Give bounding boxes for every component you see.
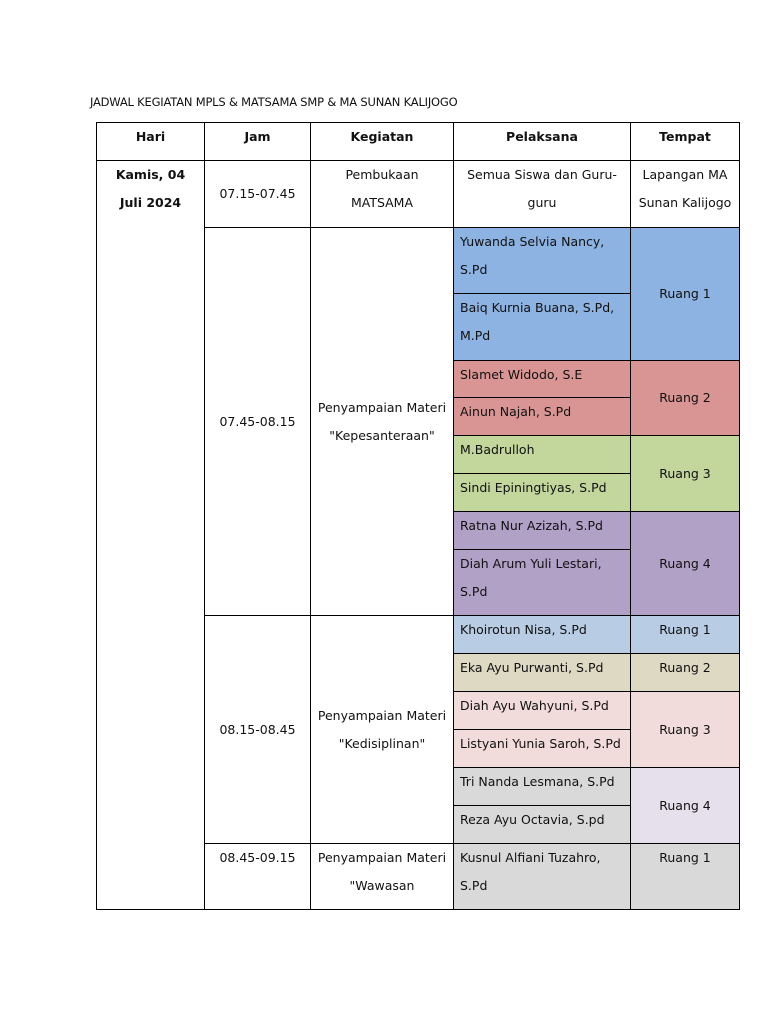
- pelaksana-cell: Ainun Najah, S.Pd: [454, 398, 631, 436]
- kegiatan-cell: Penyampaian Materi "Wawasan: [311, 844, 454, 910]
- pelaksana-cell: Baiq Kurnia Buana, S.Pd, M.Pd: [454, 294, 631, 361]
- tempat-cell: Ruang 1: [631, 616, 740, 654]
- tempat-cell: Ruang 1: [631, 228, 740, 361]
- pelaksana-cell: Listyani Yunia Saroh, S.Pd: [454, 730, 631, 768]
- kegiatan-cell: Penyampaian Materi "Kepesanteraan": [311, 228, 454, 616]
- jam-cell: 07.15-07.45: [205, 161, 311, 228]
- header-kegiatan: Kegiatan: [311, 123, 454, 161]
- pelaksana-cell: Eka Ayu Purwanti, S.Pd: [454, 654, 631, 692]
- pelaksana-cell: M.Badrulloh: [454, 436, 631, 474]
- header-tempat: Tempat: [631, 123, 740, 161]
- pelaksana-cell: Reza Ayu Octavia, S.pd: [454, 806, 631, 844]
- pelaksana-cell: Sindi Epiningtiyas, S.Pd: [454, 474, 631, 512]
- jam-cell: 07.45-08.15: [205, 228, 311, 616]
- pelaksana-cell: Kusnul Alfiani Tuzahro, S.Pd: [454, 844, 631, 910]
- table-row: [97, 161, 740, 228]
- schedule-table: [96, 122, 740, 910]
- pelaksana-cell: Semua Siswa dan Guru-guru: [454, 161, 631, 228]
- kegiatan-cell: Pembukaan MATSAMA: [311, 161, 454, 228]
- tempat-cell: Ruang 4: [631, 768, 740, 844]
- tempat-cell: Ruang 4: [631, 512, 740, 616]
- document-title: JADWAL KEGIATAN MPLS & MATSAMA SMP & MA SUNAN KALIJOGO: [90, 95, 458, 109]
- pelaksana-cell: Slamet Widodo, S.E: [454, 361, 631, 398]
- header-row: [97, 123, 740, 161]
- header-hari: Hari: [97, 123, 205, 161]
- jam-cell: 08.15-08.45: [205, 616, 311, 844]
- pelaksana-cell: Ratna Nur Azizah, S.Pd: [454, 512, 631, 550]
- pelaksana-cell: Diah Arum Yuli Lestari, S.Pd: [454, 550, 631, 616]
- tempat-cell: Ruang 1: [631, 844, 740, 910]
- header-jam: Jam: [205, 123, 311, 161]
- pelaksana-cell: Yuwanda Selvia Nancy, S.Pd: [454, 228, 631, 294]
- header-pelaksana: Pelaksana: [454, 123, 631, 161]
- day-cell: Kamis, 04 Juli 2024: [97, 161, 205, 910]
- tempat-cell: Ruang 3: [631, 692, 740, 768]
- pelaksana-cell: Khoirotun Nisa, S.Pd: [454, 616, 631, 654]
- tempat-cell: Ruang 2: [631, 361, 740, 436]
- pelaksana-cell: Tri Nanda Lesmana, S.Pd: [454, 768, 631, 806]
- tempat-cell: Lapangan MA Sunan Kalijogo: [631, 161, 740, 228]
- tempat-cell: Ruang 3: [631, 436, 740, 512]
- jam-cell: 08.45-09.15: [205, 844, 311, 910]
- kegiatan-cell: Penyampaian Materi "Kedisiplinan": [311, 616, 454, 844]
- tempat-cell: Ruang 2: [631, 654, 740, 692]
- pelaksana-cell: Diah Ayu Wahyuni, S.Pd: [454, 692, 631, 730]
